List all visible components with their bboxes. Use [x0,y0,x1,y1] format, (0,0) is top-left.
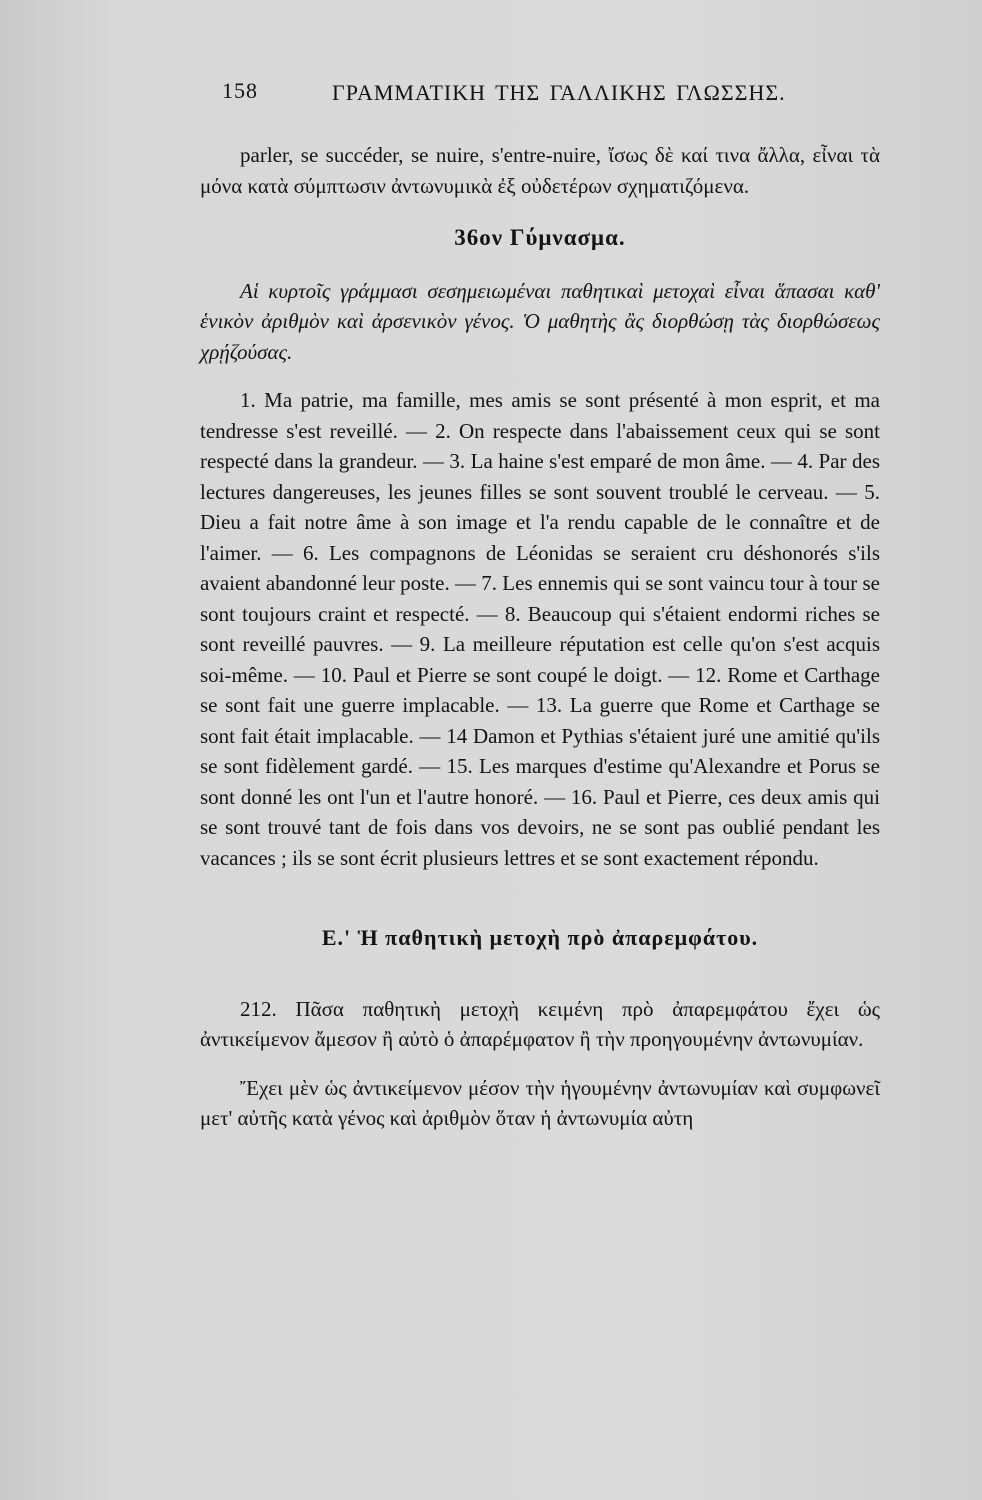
running-title: ΓΡΑΜΜΑΤΙΚΗ ΤΗΣ ΓΑΛΛΙΚΗΣ ΓΛΩΣΣΗΣ. [332,80,786,105]
page-body [200,140,880,1134]
exercise-text: 1. Ma patrie, ma famille, mes amis se sont présenté à mon esprit, et ma tendresse s'est reveillé. — 2. On respecte dans l'abaissement ceux qui se sont respecté dans la grandeur. — 3. La haine s'est emparé de mon âme. — 4. Par des lectures dangereuses, les jeunes filles se sont souvent troublé le cerveau. — 5. Dieu a fait notre âme à son image et l'a rendu capable de le connaître et de l'aimer. — 6. Les compagnons de Léonidas se seraient cru déshonorés s'ils avaient abandonné leur poste. — 7. Les ennemis qui se sont vaincu tour à tour se sont toujours craint et respecté. — 8. Beaucoup qui s'étaient endormi riches se sont reveillé pauvres. — 9. La meilleure réputation est celle qu'on s'est acquis soi-même. — 10. Paul et Pierre se sont coupé le doigt. — 12. Rome et Carthage se sont fait une guerre implacable. — 13. La guerre que Rome et Carthage se sont fait était implacable. — 14 Damon et Pythias s'étaient juré une amitié qu'ils se sont fidèlement gardé. — 15. Les marques d'estime qu'Alexandre et Porus se sont donné les ont l'un et l'autre honoré. — 16. Paul et Pierre, ces deux amis qui se sont trouvé tant de fois dans vos devoirs, ne se sont pas oublié pendant les vacances ; ils se sont écrit plusieurs lettres et se sont exactement répondu. [200,388,880,870]
section-heading: Ε.' Ἡ παθητικὴ μετοχὴ πρὸ ἀπαρεμφάτου. [321,925,759,950]
intro-paragraph: parler, se succéder, se nuire, s'entre-nuire, ἴσως δὲ καί τινα ἄλλα, εἶναι τὰ μόνα κατὰ σύμπτωσιν ἀντωνυμικὰ ἐξ οὐδετέρων σχηματιζόμενα. [200,143,880,198]
closing-paragraph: Ἔχει μὲν ὡς ἀντικείμενον μέσον τὴν ἡγουμένην ἀντωνυμίαν καὶ συμφωνεῖ μετ' αὐτῆς κατὰ γένος καὶ ἀριθμὸν ὅταν ἡ ἀντωνυμία αὐτη [200,1075,880,1130]
rule-212: 212. Πᾶσα παθητικὴ μετοχὴ κειμένη πρὸ ἀπαρεμφάτου ἔχει ὡς ἀντικείμενον ἄμεσον ἢ αὐτὸ ὁ ἀπαρέμφατον ἢ τὴν προηγουμένην ἀντωνυμίαν. [200,996,880,1051]
exercise-heading: 36ον Γύμνασμα. [454,225,626,250]
running-header [222,72,822,112]
exercise-instruction: Αἱ κυρτοῖς γράμμασι σεσημειωμέναι παθητικαὶ μετοχαὶ εἶναι ἅπασαι καθ' ἑνικὸν ἀριθμὸν καὶ ἀρσενικὸν γένος. Ὁ μαθητὴς ἂς διορθώσῃ τὰς διορθώσεως χρῄζούσας. [200,278,880,364]
page-number: 158 [222,78,258,103]
